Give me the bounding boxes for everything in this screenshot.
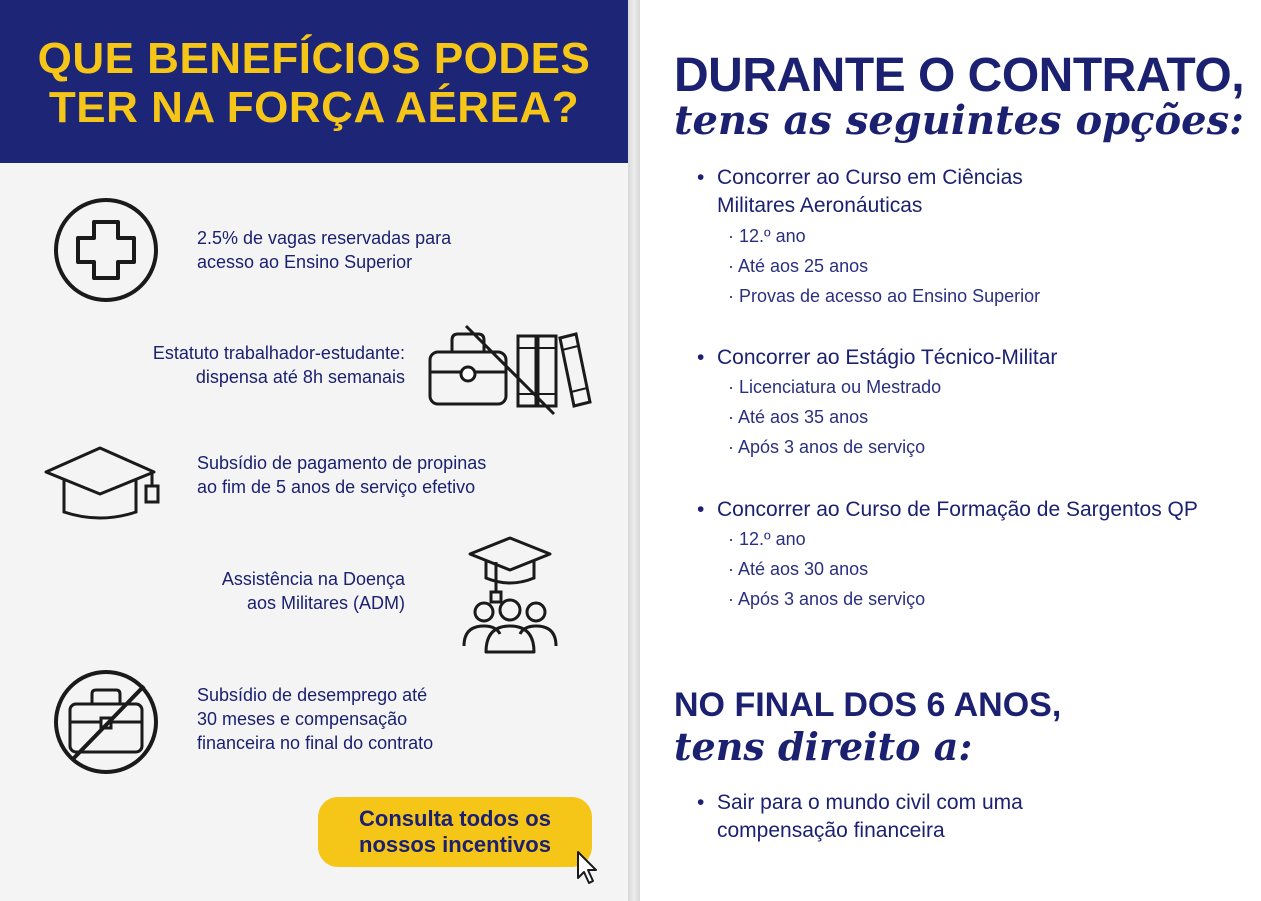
bullet: •: [697, 166, 705, 189]
option-line: Sair para o mundo civil com uma: [717, 791, 1023, 814]
page-divider: [628, 0, 640, 901]
option-detail: · Até aos 25 anos: [728, 256, 869, 276]
option-detail: · Até aos 30 anos: [728, 559, 869, 579]
cta-line: nossos incentivos: [359, 832, 551, 857]
header-line-1: QUE BENEFÍCIOS PODES: [37, 34, 591, 83]
benefit-line: aos Militares (ADM): [246, 593, 405, 613]
option-line: Militares Aeronáuticas: [717, 194, 923, 217]
section-title-end: NO FINAL DOS 6 ANOS,: [674, 686, 1062, 724]
option-detail: · Licenciatura ou Mestrado: [728, 377, 942, 397]
benefit-line: dispensa até 8h semanais: [195, 367, 405, 387]
bullet: •: [697, 498, 705, 521]
benefit-line: Subsídio de desemprego até: [197, 685, 428, 705]
benefit-line: 2.5% de vagas reservadas para: [197, 228, 452, 248]
section-subtitle-end: tens direito a:: [674, 724, 973, 769]
section-subtitle-contract: tens as seguintes opções:: [674, 97, 1244, 144]
briefcase-books-icon: [426, 324, 596, 419]
option-detail: · Provas de acesso ao Ensino Superior: [728, 286, 1041, 306]
mouse-cursor-icon: [576, 850, 600, 886]
option-detail: · Após 3 anos de serviço: [728, 437, 926, 457]
medical-cross-icon: [52, 196, 160, 304]
benefits-header: [0, 0, 628, 163]
benefit-line: Estatuto trabalhador-estudante:: [152, 343, 405, 363]
option-line: Concorrer ao Curso em Ciências: [717, 166, 1023, 189]
option-detail: · Após 3 anos de serviço: [728, 589, 926, 609]
option-detail: · Até aos 35 anos: [728, 407, 869, 427]
option-line: Concorrer ao Curso de Formação de Sargentos QP: [717, 498, 1198, 521]
section-title-contract: DURANTE O CONTRATO,: [674, 49, 1245, 102]
benefit-health-assistance: [150, 567, 405, 615]
bullet: •: [697, 791, 705, 814]
benefit-tuition-subsidy: [197, 451, 486, 499]
option-military-sciences: [697, 164, 1023, 220]
option-detail: · 12.º ano: [728, 226, 806, 246]
benefit-line: Assistência na Doença: [221, 569, 405, 589]
graduate-group-icon: [456, 534, 564, 658]
benefit-line: 30 meses e compensação: [197, 709, 408, 729]
benefit-worker-student: [100, 341, 405, 389]
benefit-line: Subsídio de pagamento de propinas: [197, 453, 487, 473]
option-line: compensação financeira: [717, 819, 945, 842]
option-civil-life: [697, 789, 1023, 845]
header-line-2: TER NA FORÇA AÉREA?: [48, 83, 580, 132]
cta-line: Consulta todos os: [359, 806, 551, 831]
benefit-line: financeira no final do contrato: [197, 733, 434, 753]
option-detail: · 12.º ano: [728, 529, 806, 549]
benefit-reserved-seats: [197, 226, 451, 274]
benefit-unemployment-subsidy: [197, 683, 433, 755]
option-line: Concorrer ao Estágio Técnico-Militar: [717, 346, 1058, 369]
incentives-button[interactable]: [318, 797, 592, 867]
benefit-line: acesso ao Ensino Superior: [197, 252, 413, 272]
graduation-cap-icon: [42, 444, 166, 522]
option-sergeants-course: [697, 496, 1198, 524]
no-briefcase-icon: [52, 668, 160, 776]
option-technical-military: [697, 344, 1057, 372]
benefit-line: ao fim de 5 anos de serviço efetivo: [197, 477, 476, 497]
bullet: •: [697, 346, 705, 369]
